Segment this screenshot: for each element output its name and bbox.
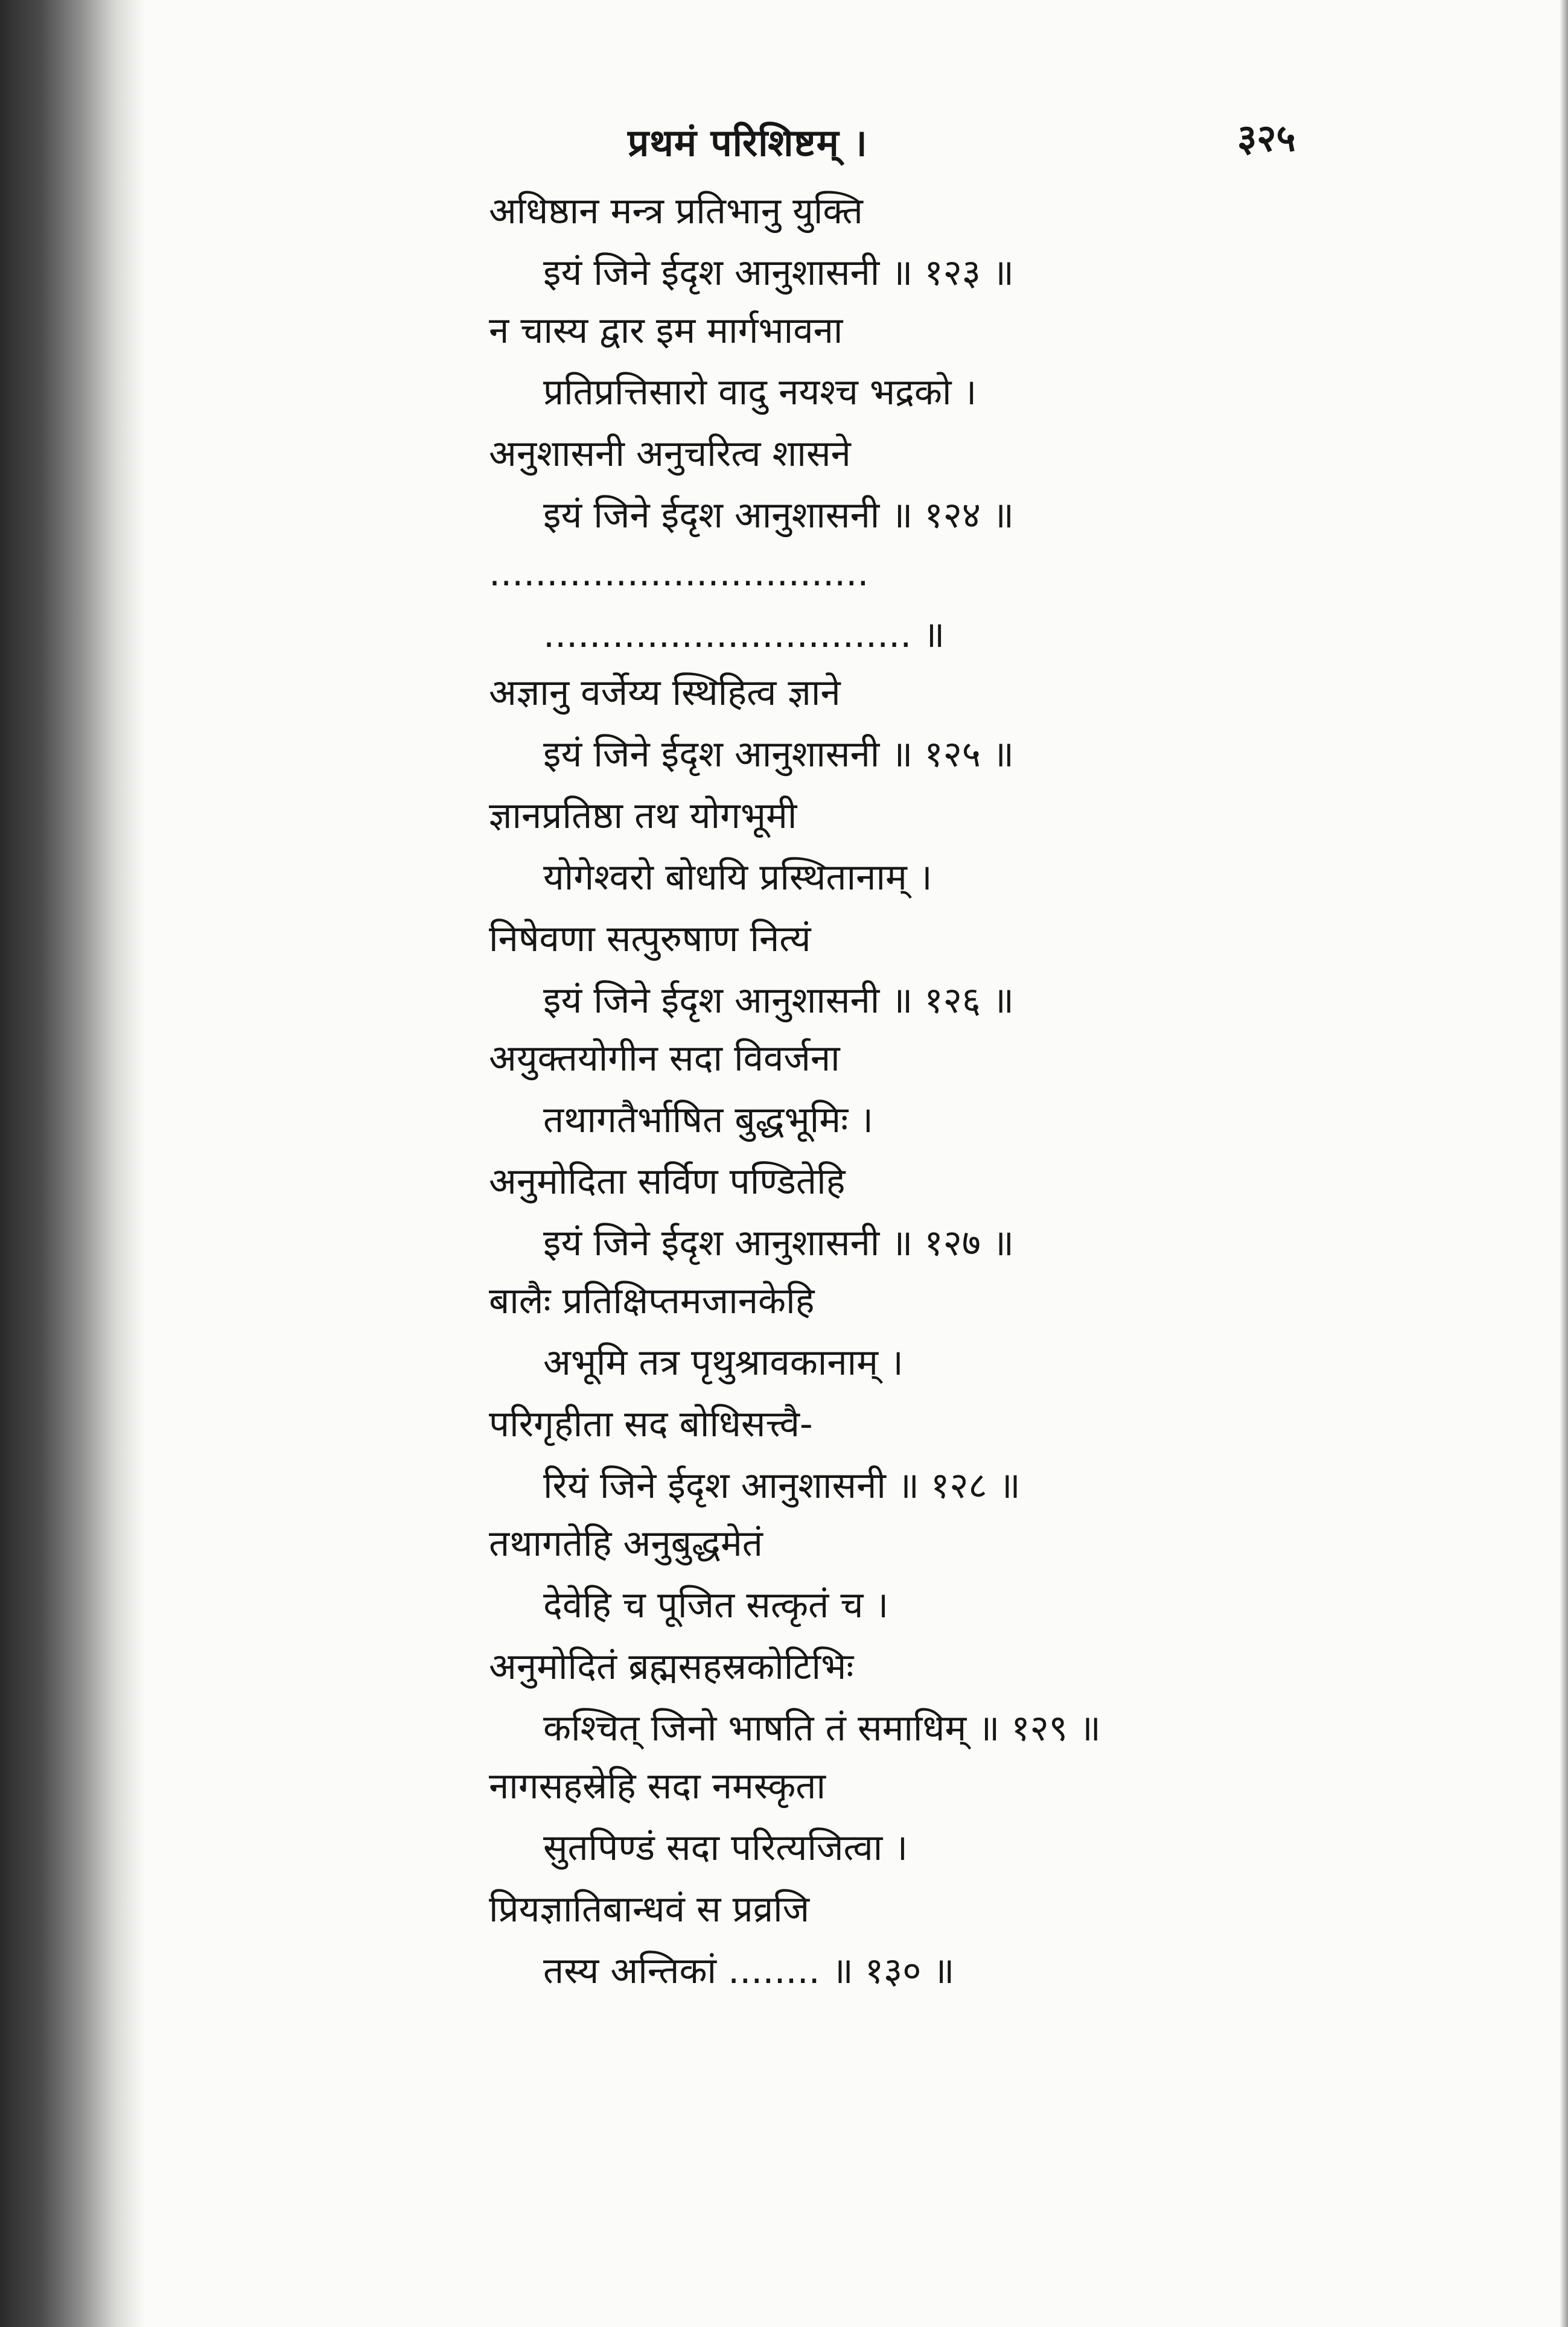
verse-line: इयं जिने ईदृश आनुशासनी ॥ १२७ ॥: [543, 1222, 1015, 1264]
verse-line: परिगृहीता सद बोधिसत्त्वै-: [489, 1403, 813, 1445]
stanza: [489, 1037, 1394, 1264]
verse-line: अधिष्ठान मन्त्र प्रतिभानु युक्ति: [489, 190, 863, 232]
stanza: [489, 310, 1394, 536]
verse-line: .................................: [489, 552, 869, 594]
verse-line: नागसहस्रेहि सदा नमस्कृता: [489, 1765, 826, 1807]
verse-text: [489, 190, 1394, 2011]
stanza: [489, 672, 1394, 1022]
scan-right-edge: [1560, 0, 1568, 2327]
stanza: [489, 190, 1394, 294]
verse-line: रियं जिने ईदृश आनुशासनी ॥ १२८ ॥: [543, 1465, 1021, 1507]
page-number: ३२५: [1237, 116, 1296, 160]
verse-line: न चास्य द्वार इम मार्गभावना: [489, 310, 843, 352]
verse-line: योगेश्वरो बोधयि प्रस्थितानाम् ।: [543, 856, 932, 899]
verse-line: अज्ञानु वर्जेय्य स्थिहित्व ज्ञाने: [489, 672, 841, 714]
stanza: [489, 1765, 1394, 1992]
verse-line: इयं जिने ईदृश आनुशासनी ॥ १२३ ॥: [543, 252, 1015, 294]
verse-line: अनुमोदिता सर्विण पण्डितेहि: [489, 1160, 846, 1203]
verse-line: इयं जिने ईदृश आनुशासनी ॥ १२४ ॥: [543, 494, 1015, 536]
verse-line: इयं जिने ईदृश आनुशासनी ॥ १२६ ॥: [543, 979, 1015, 1022]
stanza: [489, 1280, 1394, 1507]
verse-line: प्रतिप्रत्तिसारो वादु नयश्च भद्रको ।: [543, 371, 977, 413]
verse-line: अनुमोदितं ब्रह्मसहस्रकोटिभिः: [489, 1646, 854, 1688]
verse-line: निषेवणा सत्पुरुषाण नित्यं: [489, 918, 811, 960]
running-title: प्रथमं परिशिष्टम् ।: [628, 121, 868, 165]
verse-line: देवेहि च पूजित सत्कृतं च ।: [543, 1584, 889, 1626]
verse-line: बालैः प्रतिक्षिप्तमजानकेहि: [489, 1280, 815, 1322]
verse-line: तस्य अन्तिकां ........ ॥ १३० ॥: [543, 1950, 955, 1992]
page-header: [0, 112, 1568, 172]
verse-line: सुतपिण्डं सदा परित्यजित्वा ।: [543, 1827, 908, 1869]
stanza: [489, 552, 1394, 656]
verse-line: ज्ञानप्रतिष्ठा तथ योगभूमी: [489, 795, 797, 837]
verse-line: प्रियज्ञातिबान्धवं स प्रव्रजि: [489, 1888, 810, 1931]
verse-line: इयं जिने ईदृश आनुशासनी ॥ १२५ ॥: [543, 733, 1015, 775]
stanza: [489, 1523, 1394, 1749]
verse-line: अनुशासनी अनुचरित्व शासने: [489, 433, 851, 475]
verse-line: ................................ ॥: [543, 614, 945, 656]
verse-line: तथागतैर्भाषित बुद्धभूमिः ।: [543, 1099, 874, 1141]
verse-line: अभूमि तत्र पृथुश्रावकानाम् ।: [543, 1342, 904, 1384]
verse-line: तथागतेहि अनुबुद्धमेतं: [489, 1523, 763, 1565]
verse-line: अयुक्तयोगीन सदा विवर्जना: [489, 1037, 840, 1080]
verse-line: कश्चित् जिनो भाषति तं समाधिम् ॥ १२९ ॥: [543, 1707, 1101, 1749]
scan-gutter-shadow: [0, 0, 145, 2327]
